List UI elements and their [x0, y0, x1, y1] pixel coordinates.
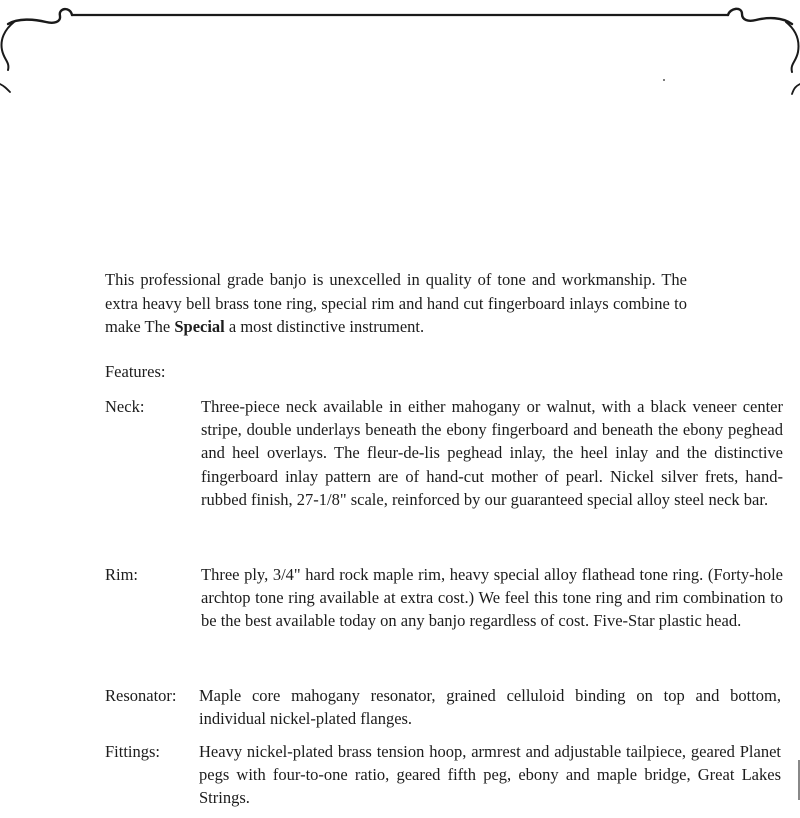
features-heading: Features:: [105, 362, 166, 381]
feature-description: Three ply, 3/4" hard rock maple rim, heavy special alloy flathead tone ring. (Forty-hole archtop tone ring available at extra cost.) We feel this tone ring and rim combination to be the best available today on any banjo regardless of cost. Five-Star plastic head.: [201, 565, 783, 631]
feature-label: Rim:: [105, 565, 139, 584]
intro-text-part-1: This professional grade banjo is unexcelled in quality of tone and workmanship. The extra heavy bell brass tone ring, special rim and hand cut fingerboard inlays combine to make The: [105, 270, 687, 336]
decorative-border-ornament: [0, 0, 800, 110]
feature-label: Resonator:: [105, 686, 177, 705]
feature-description: Three-piece neck available in either mahogany or walnut, with a black veneer center stripe, double underlays beneath the ebony fingerboard and beneath the ebony peghead and heel overlays. The fleur-de-lis peghead inlay, the heel inlay and the distinctive fingerboard inlay pattern are of hand-cut mother of pearl. Nickel silver frets, hand-rubbed finish, 27-1/8" scale, reinforced by our guaranteed special alloy steel neck bar.: [201, 397, 783, 509]
special-product-name: Special: [174, 317, 225, 336]
feature-description: Heavy nickel-plated brass tension hoop, armrest and adjustable tailpiece, geared Planet pegs with four-to-one ratio, geared fifth peg, ebony and maple bridge, Great Lakes Strings.: [199, 742, 781, 808]
feature-label: Neck:: [105, 397, 145, 416]
intro-text-part-2: a most distinctive instrument.: [224, 317, 425, 336]
feature-label: Fittings:: [105, 742, 161, 761]
intro-paragraph: [105, 268, 687, 339]
feature-description: Maple core mahogany resonator, grained celluloid binding on top and bottom, individual nickel-plated flanges.: [199, 686, 781, 729]
